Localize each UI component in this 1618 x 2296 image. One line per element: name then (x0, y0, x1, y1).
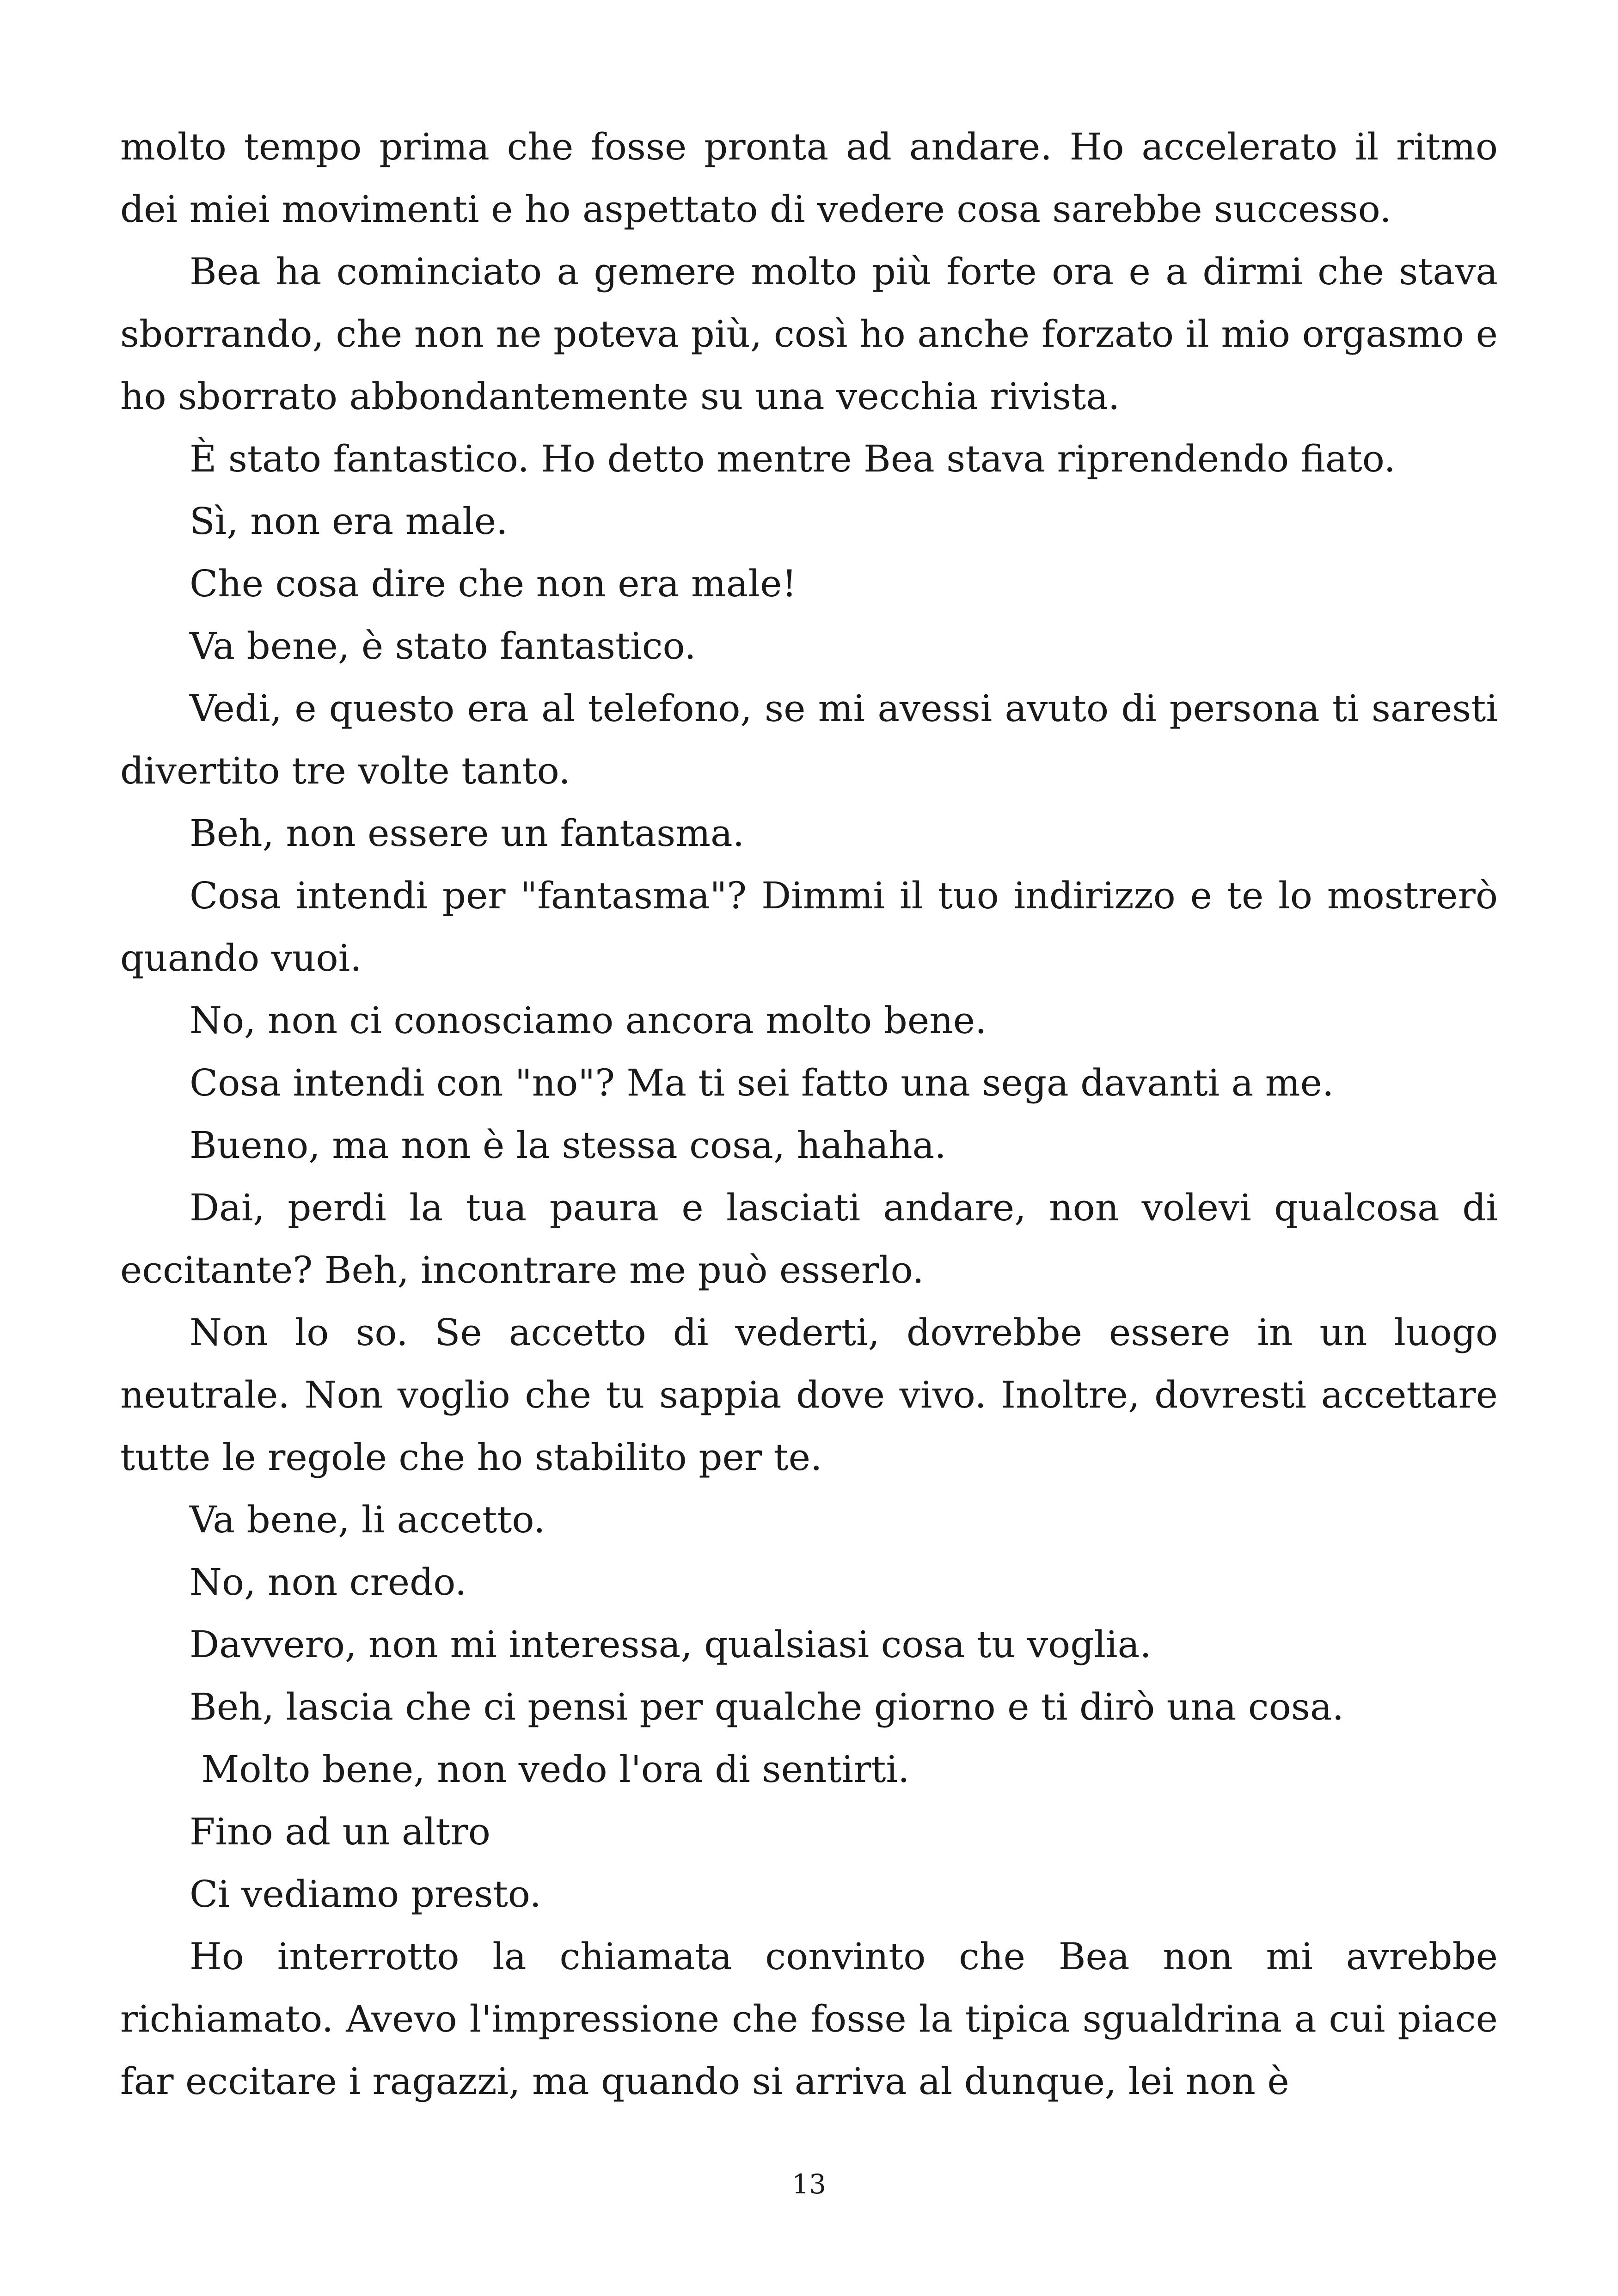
paragraph-1: molto tempo prima che fosse pronta ad andare. Ho accelerato il ritmo dei miei movimenti e ho aspettato di vedere cosa sarebbe successo. (120, 125, 1498, 231)
paragraph-15: Va bene, li accetto. (190, 1498, 545, 1541)
paragraph-13: Dai, perdi la tua paura e lasciati andare, non volevi qualcosa di eccitante? Beh, incontrare me può esserlo. (120, 1186, 1498, 1292)
page-body (120, 116, 1498, 2112)
paragraph-17: Davvero, non mi interessa, qualsiasi cosa tu voglia. (190, 1623, 1152, 1666)
paragraph-21: Ci vediamo presto. (190, 1873, 541, 1916)
paragraph-22: Ho interrotto la chiamata convinto che Bea non mi avrebbe richiamato. Avevo l'impressione che fosse la tipica sgualdrina a cui piace far eccitare i ragazzi, ma quando si arriva al dunque, lei non è (120, 1935, 1498, 2103)
paragraph-2: Bea ha cominciato a gemere molto più forte ora e a dirmi che stava sborrando, che non ne poteva più, così ho anche forzato il mio orgasmo e ho sborrato abbondantemente su una vecchia rivista. (120, 250, 1498, 418)
paragraph-10: No, non ci conosciamo ancora molto bene. (190, 999, 987, 1042)
paragraph-12: Bueno, ma non è la stessa cosa, hahaha. (190, 1124, 946, 1167)
paragraph-8: Beh, non essere un fantasma. (190, 812, 745, 855)
paragraph-3: È stato fantastico. Ho detto mentre Bea stava riprendendo fiato. (190, 437, 1396, 480)
paragraph-6: Va bene, è stato fantastico. (190, 625, 696, 667)
paragraph-16: No, non credo. (190, 1561, 467, 1604)
paragraph-19: Molto bene, non vedo l'ora di sentirti. (190, 1748, 910, 1791)
paragraph-5: Che cosa dire che non era male! (190, 562, 797, 605)
paragraph-14: Non lo so. Se accetto di vederti, dovrebbe essere in un luogo neutrale. Non voglio che tu sappia dove vivo. Inoltre, dovresti accettare tutte le regole che ho stabilito per te. (120, 1311, 1498, 1479)
paragraph-9: Cosa intendi per "fantasma"? Dimmi il tuo indirizzo e te lo mostrerò quando vuoi. (120, 874, 1498, 980)
paragraph-4: Sì, non era male. (190, 500, 508, 543)
page-number: 13 (792, 2168, 826, 2200)
paragraph-11: Cosa intendi con "no"? Ma ti sei fatto una sega davanti a me. (190, 1061, 1334, 1104)
paragraph-7: Vedi, e questo era al telefono, se mi avessi avuto di persona ti saresti divertito tre volte tanto. (120, 687, 1498, 792)
paragraph-20: Fino ad un altro (190, 1810, 490, 1853)
paragraph-18: Beh, lascia che ci pensi per qualche giorno e ti dirò una cosa. (190, 1685, 1344, 1728)
